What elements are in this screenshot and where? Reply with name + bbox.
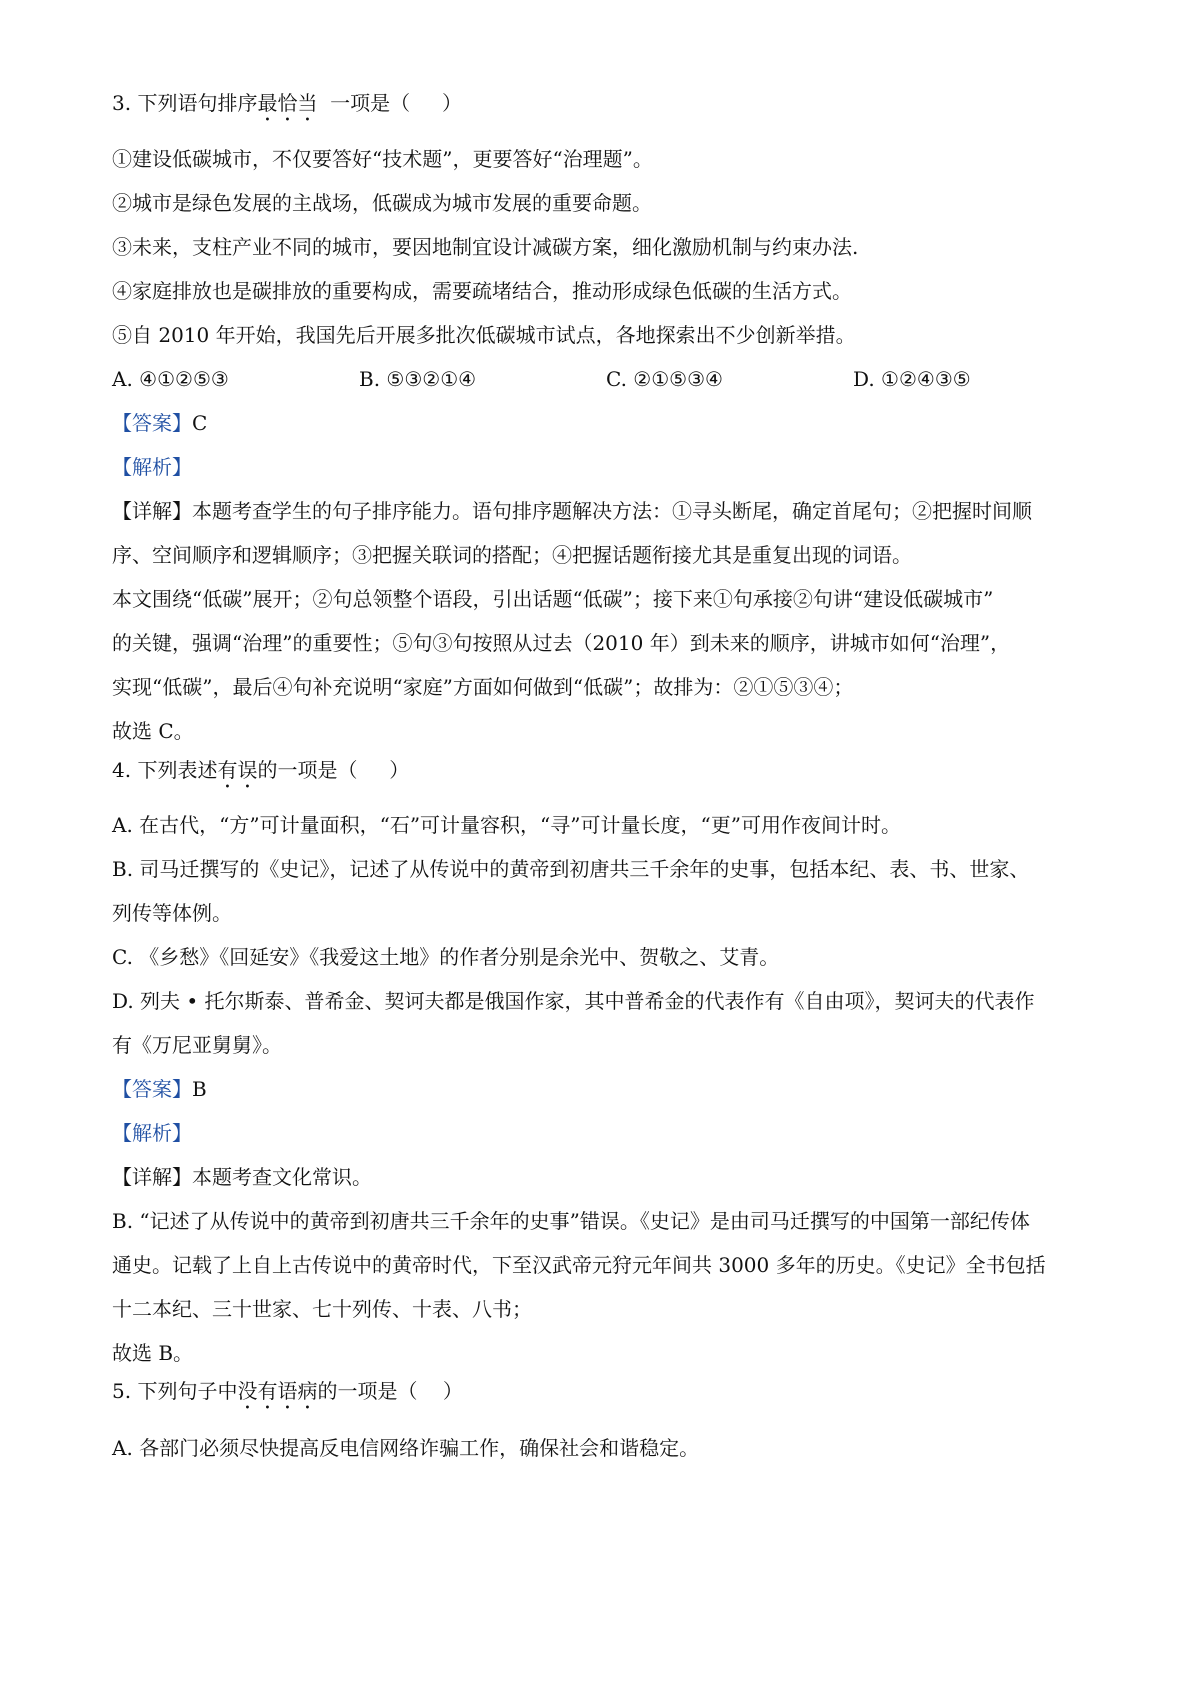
q4-answer-tag: 【答案】 xyxy=(112,1077,192,1101)
q3-sentence-4: ④家庭排放也是碳排放的重要构成，需要疏堵结合，推动形成绿色低碳的生活方式。 xyxy=(112,279,852,303)
q3-sentence-1: ①建设低碳城市，不仅要答好“技术题”，更要答好“治理题”。 xyxy=(112,147,653,171)
q3-option-a: A. ④①②⑤③ xyxy=(112,367,229,391)
q3-answer-tag: 【答案】 xyxy=(112,411,192,435)
q4-analysis-tag: 【解析】 xyxy=(112,1121,192,1145)
q3-stem-emphasis: 最恰当 xyxy=(257,91,318,115)
q4-option-d-line-2: 有《万尼亚舅舅》。 xyxy=(112,1033,282,1057)
q4-answer xyxy=(112,1076,1102,1102)
q4-option-c: C. 《乡愁》《回延安》《我爱这土地》的作者分别是余光中、贺敬之、艾青。 xyxy=(112,945,780,969)
q3-detail-1: 【详解】本题考查学生的句子排序能力。语句排序题解决方法：①寻头断尾，确定首尾句；②把握时间顺 xyxy=(112,499,1032,523)
q4-option-d-line-1: D. 列夫 • 托尔斯泰、普希金、契诃夫都是俄国作家，其中普希金的代表作有《自由项》，契诃夫的代表作 xyxy=(112,989,1035,1013)
q4-option-b-line-1: B. 司马迁撰写的《史记》，记述了从传说中的黄帝到初唐共三千余年的史事，包括本纪、表、书、世家、 xyxy=(112,857,1030,881)
q3-stem-tail: 一项是（ ） xyxy=(317,91,462,115)
q4-detail-2: B. “记述了从传说中的黄帝到初唐共三千余年的史事”错误。《史记》是由司马迁撰写的中国第一部纪传体 xyxy=(112,1209,1030,1233)
q3-conclusion: 故选 C。 xyxy=(112,719,194,743)
q4-option-a: A. 在古代，“方”可计量面积，“石”可计量容积，“寻”可计量长度，“更”可用作夜间计时。 xyxy=(112,813,901,837)
q4-stem-text: 4. 下列表述 xyxy=(112,758,218,782)
q5-option-a: A. 各部门必须尽快提高反电信网络诈骗工作，确保社会和谐稳定。 xyxy=(112,1436,700,1460)
q3-options xyxy=(112,366,1102,392)
q3-answer xyxy=(112,410,1102,436)
q5-stem-text: 5. 下列句子中 xyxy=(112,1379,238,1403)
q3-analysis-tag: 【解析】 xyxy=(112,455,192,479)
q3-stem-text: 3. 下列语句排序 xyxy=(112,91,258,115)
q3-answer-value: C xyxy=(192,411,208,435)
q3-sentence-3: ③未来，支柱产业不同的城市，要因地制宜设计减碳方案，细化激励机制与约束办法. xyxy=(112,235,859,259)
q3-sentence-5: ⑤自 2010 年开始，我国先后开展多批次低碳城市试点，各地探索出不少创新举措。 xyxy=(112,323,856,347)
q5-stem xyxy=(112,1378,1102,1414)
document-content xyxy=(112,92,1102,1461)
q3-option-d: D. ①②④③⑤ xyxy=(853,367,971,391)
q4-detail-1: 【详解】本题考查文化常识。 xyxy=(112,1165,372,1189)
q5-stem-tail: 的一项是（ ） xyxy=(317,1379,463,1403)
q4-conclusion: 故选 B。 xyxy=(112,1341,194,1365)
q4-stem-tail: 的一项是（ ） xyxy=(257,758,410,782)
q4-detail-3: 通史。记载了上自上古传说中的黄帝时代，下至汉武帝元狩元年间共 3000 多年的历史。《史记》全书包括 xyxy=(112,1253,1046,1277)
q4-stem-emphasis: 有误 xyxy=(217,758,258,782)
q3-stem xyxy=(112,90,1102,126)
q3-sentence-2: ②城市是绿色发展的主战场，低碳成为城市发展的重要命题。 xyxy=(112,191,652,215)
q3-option-c: C. ②①⑤③④ xyxy=(606,367,723,391)
q3-detail-4: 的关键，强调“治理”的重要性；⑤句③句按照从过去（2010 年）到未来的顺序，讲城市如何“治理”， xyxy=(112,631,1011,655)
q3-option-b: B. ⑤③②①④ xyxy=(359,367,477,391)
q5-stem-emphasis: 没有语病 xyxy=(237,1379,318,1403)
q3-detail-5: 实现“低碳”，最后④句补充说明“家庭”方面如何做到“低碳”；故排为：②①⑤③④； xyxy=(112,675,854,699)
q4-stem xyxy=(112,757,1102,793)
q4-detail-4: 十二本纪、三十世家、七十列传、十表、八书； xyxy=(112,1297,532,1321)
q4-answer-value: B xyxy=(192,1077,207,1101)
q4-option-b-line-2: 列传等体例。 xyxy=(112,901,232,925)
q3-detail-2: 序、空间顺序和逻辑顺序；③把握关联词的搭配；④把握话题衔接尤其是重复出现的词语。 xyxy=(112,543,912,567)
q3-detail-3: 本文围绕“低碳”展开；②句总领整个语段，引出话题“低碳”；接下来①句承接②句讲“建设低碳城市” xyxy=(112,587,994,611)
